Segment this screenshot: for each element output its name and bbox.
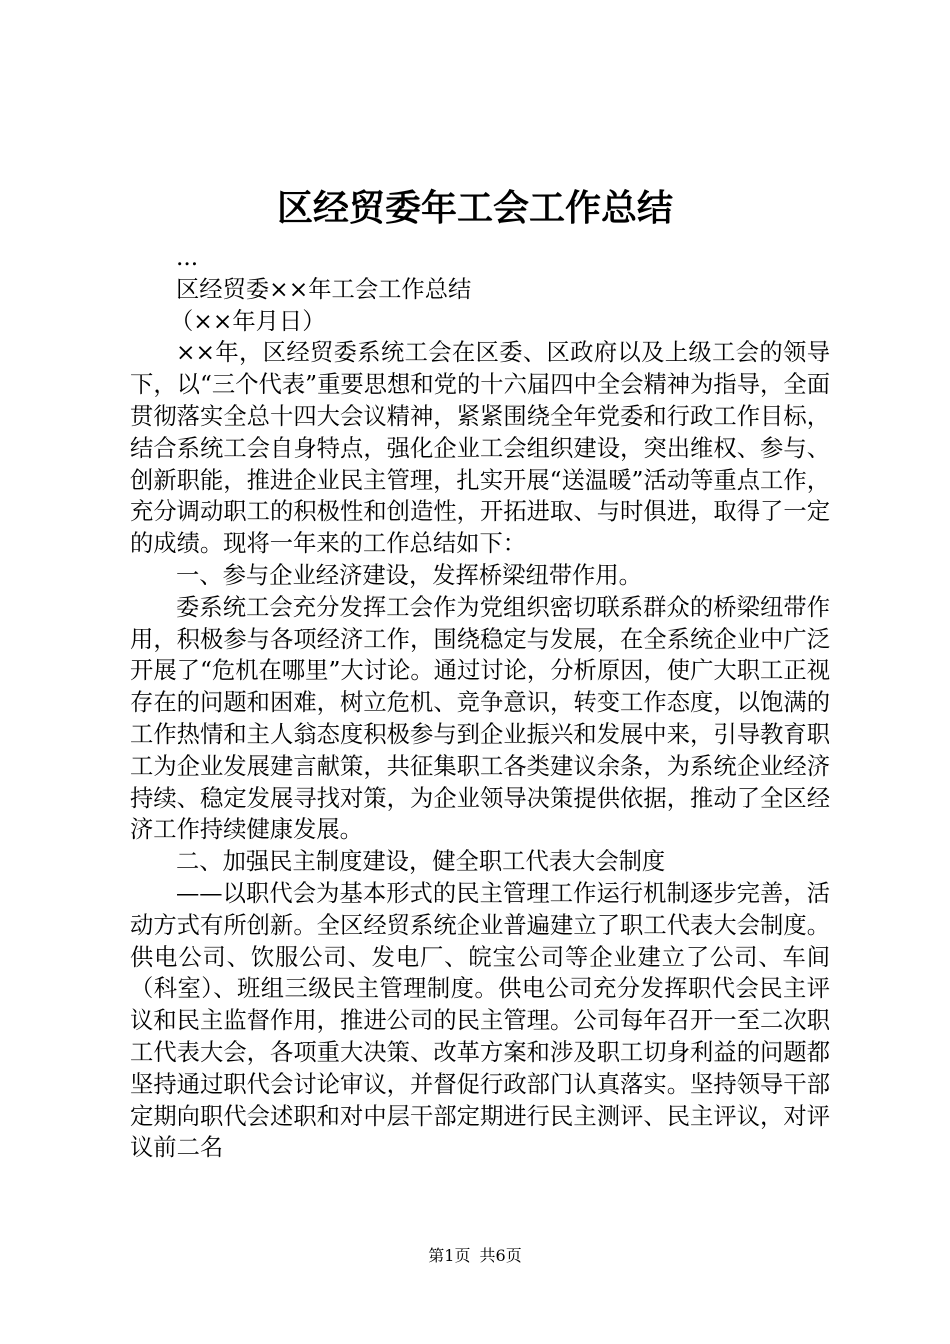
section-heading-2: 二、加强民主制度建设，健全职工代表大会制度	[176, 848, 666, 876]
section-heading-1: 一、参与企业经济建设，发挥桥梁纽带作用。	[176, 561, 642, 589]
date-line: （××年月日）	[170, 307, 326, 335]
intro-paragraph: ××年，区经贸委系统工会在区委、区政府以及上级工会的领导下，以“三个代表”重要思想和党的十六届四中全会精神为指导，全面贯彻落实全总十四大会议精神，紧紧围绕全年党委和行政工作目标，结合系统工会自身特点，强化企业工会组织建设，突出维权、参与、创新职能，推进企业民主管理，扎实开展“送温暖”活动等重点工作，充分调动职工的积极性和创造性，开拓进取、与时俱进，取得了一定的成绩。现将一年来的工作总结如下：	[130, 339, 830, 558]
ellipsis-line: ...	[176, 244, 199, 271]
document-body	[130, 242, 830, 1164]
page-total: 共6页	[479, 1246, 522, 1265]
subtitle-line: 区经贸委××年工会工作总结	[176, 275, 472, 303]
page-number: 第1页	[428, 1246, 471, 1265]
section-1-paragraph: 委系统工会充分发挥工会作为党组织密切联系群众的桥梁纽带作用，积极参与各项经济工作，围绕稳定与发展，在全系统企业中广泛开展了“危机在哪里”大讨论。通过讨论，分析原因，使广大职工正视存在的问题和困难，树立危机、竞争意识，转变工作态度，以饱满的工作热情和主人翁态度积极参与到企业振兴和发展中来，引导教育职工为企业发展建言献策，共征集职工各类建议余条，为系统企业经济持续、稳定发展寻找对策，为企业领导决策提供依据，推动了全区经济工作持续健康发展。	[130, 593, 830, 844]
section-2-paragraph: ——以职代会为基本形式的民主管理工作运行机制逐步完善，活动方式有所创新。全区经贸系统企业普遍建立了职工代表大会制度。供电公司、饮服公司、发电厂、皖宝公司等企业建立了公司、车间（科室）、班组三级民主管理制度。供电公司充分发挥职代会民主评议和民主监督作用，推进公司的民主管理。公司每年召开一至二次职工代表大会，各项重大决策、改革方案和涉及职工切身利益的问题都坚持通过职代会讨论审议，并督促行政部门认真落实。坚持领导干部定期向职代会述职和对中层干部定期进行民主测评、民主评议，对评议前二名	[130, 879, 830, 1162]
document-title: 区经贸委年工会工作总结	[276, 187, 673, 229]
page-footer	[0, 1243, 950, 1266]
